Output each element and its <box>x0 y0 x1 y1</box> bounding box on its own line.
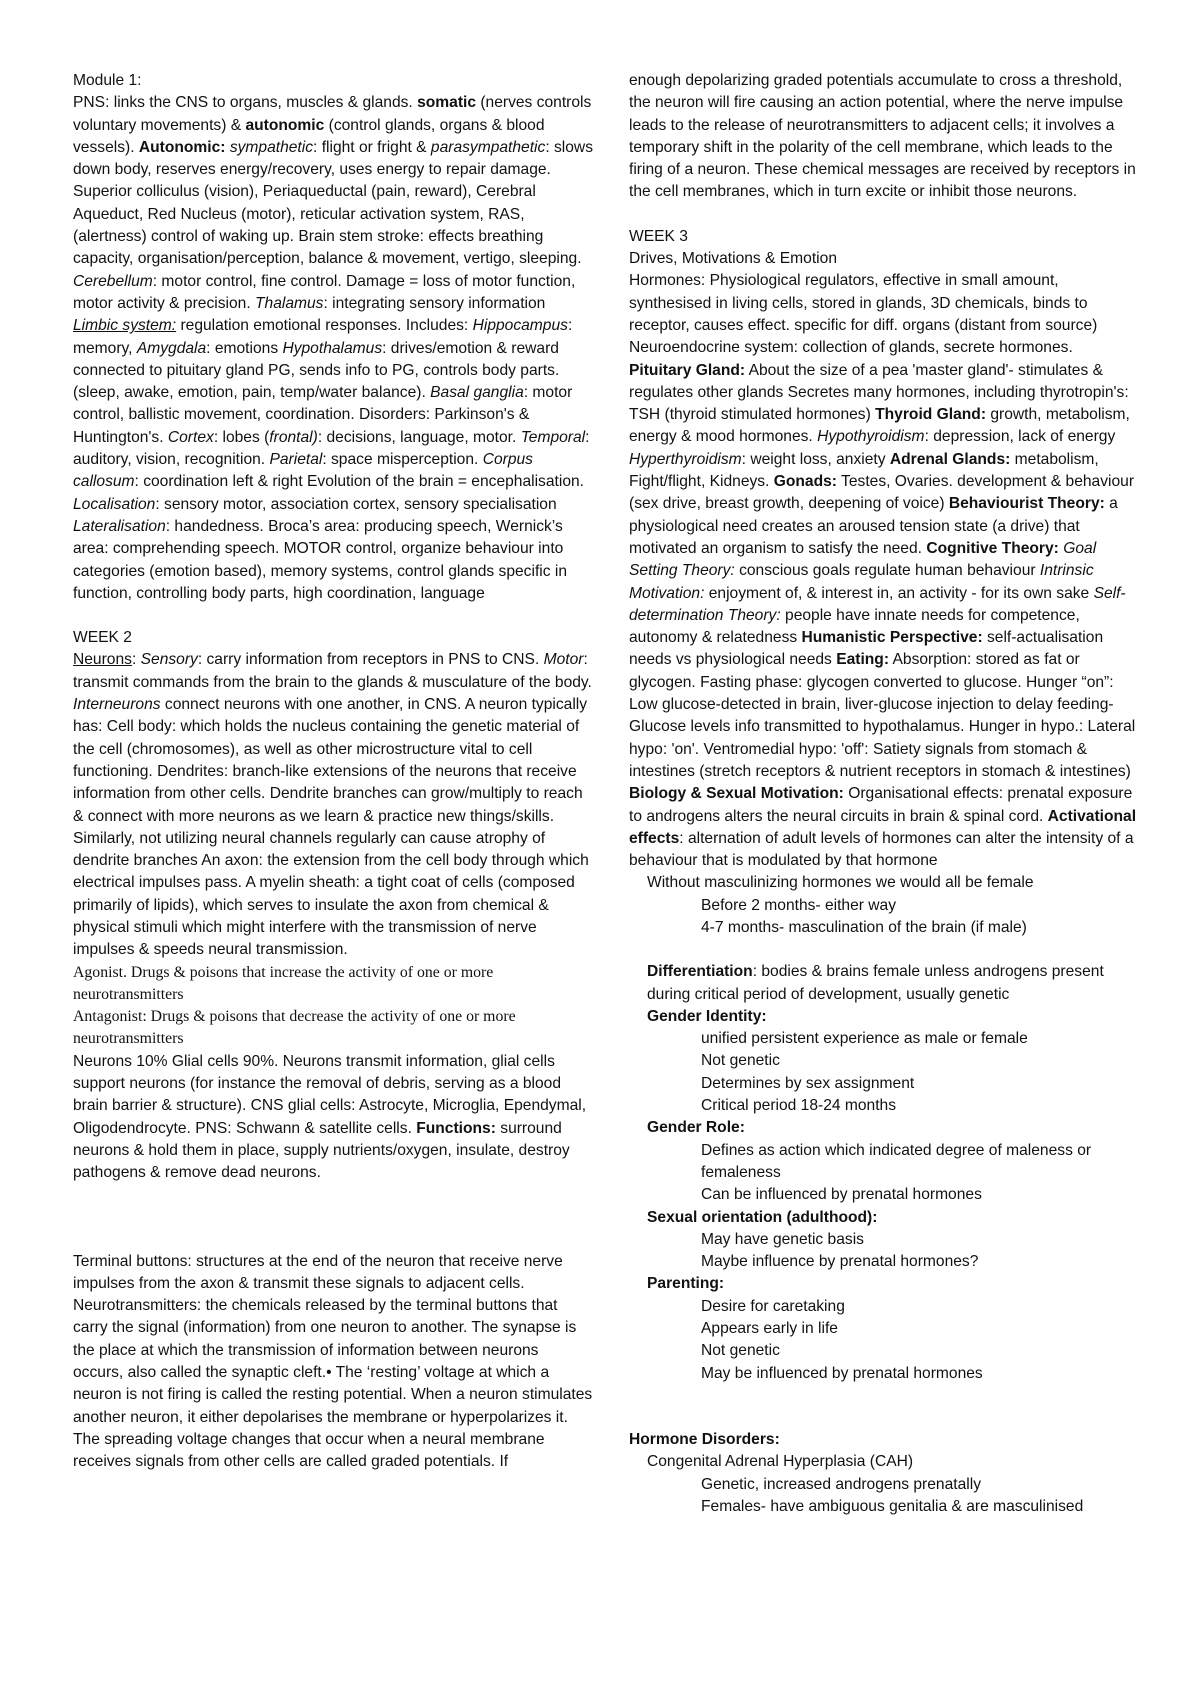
text-run: conscious goals regulate human behaviour <box>734 562 1040 580</box>
text-run: Functions: <box>416 1119 496 1137</box>
text-run: : handedness. Broca’s area: producing speech, Wernick’s area: comprehending speech. MOTOR control, organize behaviour into categories (emotion based), memory systems, control glands specific in function, controlling body parts, high coordination, language <box>73 517 568 602</box>
list-item: unified persistent experience as male or female <box>701 1030 1028 1048</box>
list-item: Appears early in life <box>701 1320 838 1338</box>
text-run: Interneurons <box>73 696 161 714</box>
right-column <box>629 70 1139 1518</box>
text-run: parasympathetic <box>430 138 546 156</box>
text-run: : motor control, ballistic movement, coordination. Disorders: Parkinson's & Huntington's. <box>73 384 573 446</box>
text-run: : depression, lack of energy <box>924 428 1116 446</box>
masculinizing-text: Without masculinizing hormones we would all be female <box>647 874 1034 892</box>
text-run: : carry information from receptors in PNS to CNS. <box>197 651 544 669</box>
text-run: Autonomic: <box>138 138 226 156</box>
masculinizing-list <box>629 895 1139 940</box>
sexual-orientation-heading: Sexual orientation (adulthood): <box>647 1208 878 1226</box>
text-run: Activational effects <box>629 807 1137 847</box>
text-run: connect neurons with one another, in CNS. A neuron typically has: Cell body: which holds the nucleus containing the genetic material of the cell (chromosomes), as well as other microstructure vital to cell functioning. Dendrites: branch-like extensions of the neurons that receive information from other cells. Dendrite branches can grow/multiply to reach & connect with more neurons as we learn & practice new things/skills. Similarly, not utilizing neural channels regularly can cause atrophy of dendrite branches An axon: the extension from the cell body through which electrical impulses pass. A myelin sheath: a tight coat of cells (composed primarily of lipids), which serves to insulate the axon from chemical & physical stimuli which might interfere with the transmission of nerve impulses & speeds neural transmission. <box>73 696 589 959</box>
list-item: Not genetic <box>701 1342 780 1360</box>
text-run: Basal ganglia <box>430 384 524 402</box>
text-run: PNS: links the CNS to organs, muscles & glands. <box>73 94 418 112</box>
cah-list <box>629 1474 1139 1519</box>
left-column <box>73 70 593 1474</box>
text-run: : integrating sensory information <box>323 294 546 312</box>
text-run: : lobes ( <box>213 428 270 446</box>
text-run: Intrinsic Motivation: <box>629 562 1094 602</box>
text-run: Hypothalamus <box>282 339 383 357</box>
text-run: : alternation of adult levels of hormones can alter the intensity of a behaviour that is modulated by that hormone <box>629 829 1134 870</box>
text-run: Gonads: <box>773 473 837 491</box>
text-run: Parietal <box>269 451 323 469</box>
text-run: Neurons 10% Glial cells 90%. Neurons transmit information, glial cells support neurons (for instance the removal of debris, serving as a blood brain barrier & structure). CNS glial cells: Astrocyte, Microglia, Ependymal, Oligodendrocyte. PNS: Schwann & satellite cells. <box>73 1052 587 1137</box>
week3-subheading: Drives, Motivations & Emotion <box>629 250 837 268</box>
list-item: 4-7 months- masculination of the brain (if male) <box>701 918 1027 936</box>
gender-identity-heading: Gender Identity: <box>647 1007 767 1025</box>
text-run: somatic <box>417 94 477 112</box>
agonist-text: Agonist. Drugs & poisons that increase the activity of one or more neurotransmitters <box>73 963 494 1003</box>
text-run: Lateralisation <box>73 517 166 535</box>
text-run: Sensory <box>140 651 198 669</box>
text-run: sympathetic <box>229 138 314 156</box>
action-potential-text: enough depolarizing graded potentials accumulate to cross a threshold, the neuron will fire causing an action potential, where the nerve impulse leads to the release of neurotransmitters to adjacent cells; it involves a temporary shift in the polarity of the cell membrane, which leads to the firing of a neuron. These chemical messages are received by receptors in the cell membranes, which in turn excite or inhibit those neurons. <box>629 72 1136 201</box>
week2-heading: WEEK 2 <box>73 629 132 647</box>
text-run: : slows down body, reserves energy/recovery, uses energy to repair damage. Superior colliculus (vision), Periaqueductal (pain, reward), Cerebral Aqueduct, Red Nucleus (motor), reticular activation system, RAS, (alertness) control of waking up. Brain stem stroke: effects breathing capacity, organisation/perception, balance & movement, vertigo, sleeping. <box>73 138 593 268</box>
module1-heading: Module 1: <box>73 72 142 89</box>
text-run: Hypothyroidism <box>817 428 925 446</box>
text-run: Cortex <box>167 428 214 446</box>
text-run: Self-determination Theory: <box>629 584 1126 624</box>
list-item: Females- have ambiguous genitalia & are masculinised <box>701 1497 1084 1515</box>
gender-identity-list <box>629 1028 1139 1117</box>
list-item: May have genetic basis <box>701 1230 864 1248</box>
text-run: Limbic system: <box>73 317 177 335</box>
text-run: frontal) <box>269 428 318 446</box>
text-run: enjoyment of, & interest in, an activity - for its own sake <box>704 584 1094 602</box>
text-run: : coordination left & right Evolution of the brain = encephalisation. <box>134 473 585 491</box>
list-item: Defines as action which indicated degree of maleness or femaleness <box>701 1141 1092 1181</box>
gender-role-heading: Gender Role: <box>647 1119 745 1137</box>
text-run: : memory, <box>73 317 573 357</box>
text-run: Localisation <box>73 495 156 513</box>
text-run: Corpus callosum <box>73 451 533 491</box>
text-run: : transmit commands from the brain to the glands & musculature of the body. <box>73 651 592 691</box>
text-run: Absorption: stored as fat or glycogen. Fasting phase: glycogen converted to glucose. Hunger “on”: Low glucose-detected in brain, liver-glucose injection to delay feeding- Glucose levels info transmitted to hypothalamus. Hunger in hypo.: Lateral hypo: 'on'. Ventromedial hypo: 'off': Satiety signals from stomach & intestines (stretch receptors & nutrient receptors in stomach & intestines) <box>629 651 1136 780</box>
parenting-heading: Parenting: <box>647 1275 725 1293</box>
text-run: : motor control, fine control. Damage = loss of motor function, motor activity & precision. <box>73 272 576 312</box>
text-run: : <box>131 651 141 669</box>
text-run: metabolism, Fight/flight, Kidneys. <box>629 450 1099 491</box>
text-run: people have innate needs for competence, autonomy & relatedness <box>629 606 1080 647</box>
text-run: : drives/emotion & reward connected to pituitary gland PG, sends info to PG, controls body parts. (sleep, awake, emotion, pain, temp/water balance). <box>73 339 560 402</box>
text-run: (control glands, organs & blood vessels). <box>73 116 545 156</box>
week2-text <box>73 649 593 961</box>
text-run: Testes, Ovaries. development & behaviour (sex drive, breast growth, deepening of voice) <box>629 473 1135 513</box>
week3-text <box>629 270 1139 872</box>
list-item: Desire for caretaking <box>701 1297 845 1315</box>
text-run: Goal Setting Theory: <box>629 539 1097 580</box>
text-run: : emotions <box>206 339 283 357</box>
parenting-list <box>629 1296 1139 1385</box>
list-item: Before 2 months- either way <box>701 896 897 914</box>
text-run: : decisions, language, motor. <box>317 428 521 446</box>
week3-heading: WEEK 3 <box>629 227 688 245</box>
text-run: Thyroid Gland: <box>875 406 987 424</box>
text-run: Amygdala <box>136 339 207 357</box>
list-item: Genetic, increased androgens prenatally <box>701 1475 981 1493</box>
text-run: Adrenal Glands: <box>889 450 1011 468</box>
text-run: a physiological need creates an aroused tension state (a drive) that motivated an organism to satisfy the need. <box>629 495 1118 557</box>
text-run: Thalamus <box>255 294 324 312</box>
text-run: Humanistic Perspective: <box>801 629 983 647</box>
text-run: : space misperception. <box>322 451 483 469</box>
text-run: autonomic <box>245 116 325 134</box>
text-run: Pituitary Gland: <box>629 361 746 379</box>
text-run: surround neurons & hold them in place, supply nutrients/oxygen, insulate, destroy pathogens & remove dead neurons. <box>73 1119 570 1182</box>
text-run: : sensory motor, association cortex, sensory specialisation <box>155 495 557 513</box>
antagonist-text: Antagonist: Drugs & poisons that decrease the activity of one or more neurotransmitters <box>73 1008 516 1048</box>
text-run: : weight loss, anxiety <box>741 450 890 468</box>
text-run: Hyperthyroidism <box>629 450 742 468</box>
hormone-disorders-heading: Hormone Disorders: <box>629 1430 780 1448</box>
text-run: Temporal <box>520 428 586 446</box>
text-run: Cognitive Theory: <box>926 539 1059 557</box>
terminal-buttons-text: Terminal buttons: structures at the end of the neuron that receive nerve impulses from the axon & transmit these signals to adjacent cells. Neurotransmitters: the chemicals released by the terminal buttons that carry the signal (information) from one neuron to another. The synapse is the place at which the transmission of information between neurons occurs, also called the synaptic cleft.• The ‘resting’ voltage at which a neuron is not firing is called the resting potential. When a neuron stimulates another neuron, it either depolarises the membrane or hyperpolarizes it. The spreading voltage changes that occur when a neural membrane receives signals from other cells are called graded potentials. If <box>73 1252 593 1471</box>
text-run: About the size of a pea 'master gland'- stimulates & regulates other glands Secretes many hormones, including thyrotropin's: TSH (thyroid stimulated hormones) <box>629 361 1129 424</box>
text-run: : auditory, vision, recognition. <box>73 428 590 469</box>
text-run: Organisational effects: prenatal exposure to androgens alters the neural circuits in brain & spinal cord. <box>629 785 1133 825</box>
text-run: Biology & Sexual Motivation: <box>629 785 844 803</box>
text-run: growth, metabolism, energy & mood hormones. <box>629 406 1130 446</box>
text-run: Motor <box>543 651 584 669</box>
text-run: Neurons <box>73 651 132 669</box>
text-run: Eating: <box>836 651 890 669</box>
list-item: Can be influenced by prenatal hormones <box>701 1186 982 1204</box>
list-item: Critical period 18-24 months <box>701 1097 897 1115</box>
text-run: Cerebellum <box>73 272 153 290</box>
text-run: (nerves controls voluntary movements) & <box>73 94 592 134</box>
list-item: Not genetic <box>701 1052 780 1070</box>
glial-cells-text <box>73 1051 593 1185</box>
text-run: Differentiation <box>647 963 753 981</box>
list-item: Determines by sex assignment <box>701 1074 915 1092</box>
text-run: Hormones: Physiological regulators, effective in small amount, synthesised in living cells, stored in glands, 3D chemicals, binds to receptor, causes effect. specific for diff. organs (distant from source) Neuroendocrine system: collection of glands, secrete hormones. <box>629 272 1098 357</box>
gender-role-list <box>629 1140 1139 1207</box>
sexual-orientation-list <box>629 1229 1139 1274</box>
text-run: Behaviourist Theory: <box>948 495 1105 513</box>
text-run: regulation emotional responses. Includes: <box>176 317 473 335</box>
differentiation-text <box>629 961 1139 1006</box>
cah-text: Congenital Adrenal Hyperplasia (CAH) <box>647 1453 914 1471</box>
text-run: Hippocampus <box>472 317 568 335</box>
text-run: : bodies & brains female unless androgens present during critical period of development, usually genetic <box>647 963 1104 1003</box>
module1-text <box>73 92 593 605</box>
text-run: : flight or fright & <box>313 138 431 156</box>
list-item: May be influenced by prenatal hormones <box>701 1364 983 1382</box>
list-item: Maybe influence by prenatal hormones? <box>701 1253 979 1271</box>
text-run: self-actualisation needs vs physiological needs <box>629 629 1104 669</box>
